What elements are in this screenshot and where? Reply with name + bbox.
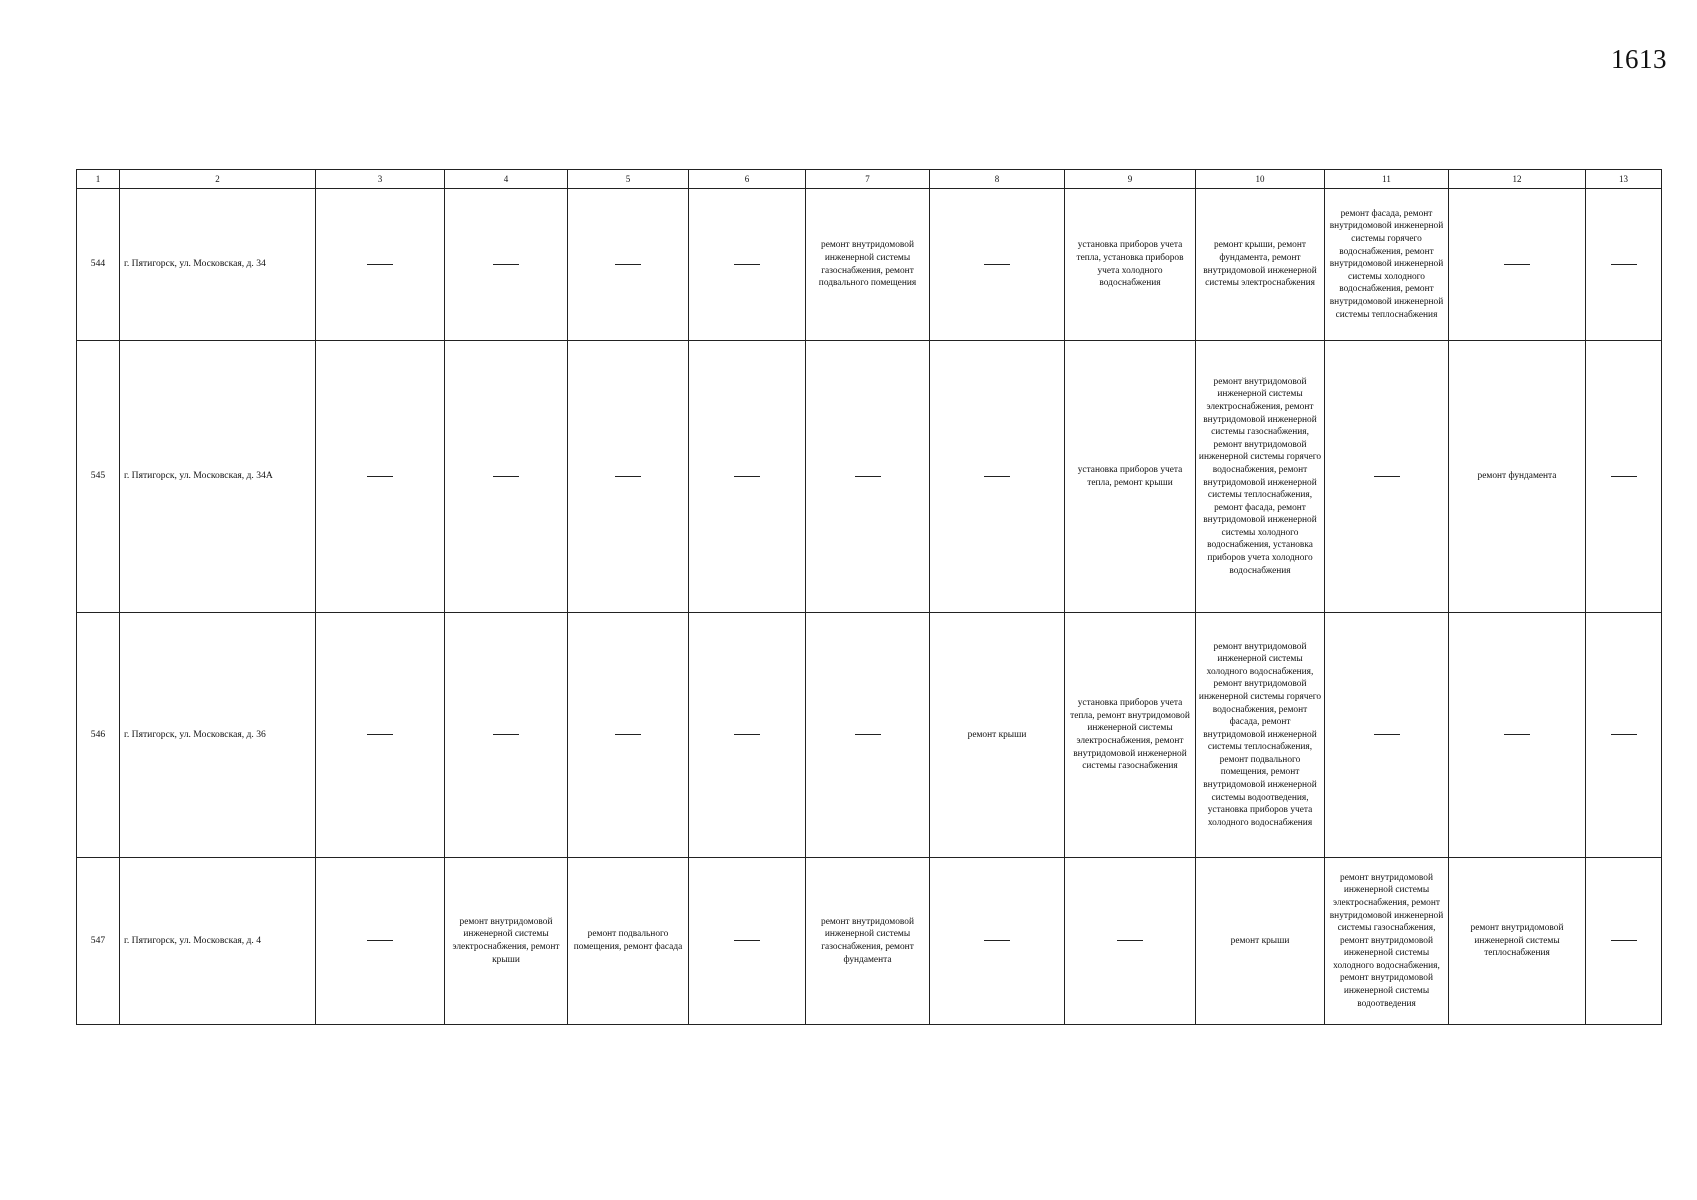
dash-mark bbox=[984, 940, 1010, 941]
empty-work-cell bbox=[568, 341, 689, 613]
dash-mark bbox=[615, 264, 641, 265]
empty-work-cell bbox=[689, 613, 806, 858]
dash-mark bbox=[1611, 940, 1637, 941]
address-cell: г. Пятигорск, ул. Московская, д. 4 bbox=[120, 858, 316, 1025]
row-number-cell: 546 bbox=[77, 613, 120, 858]
empty-work-cell bbox=[689, 189, 806, 341]
dash-mark bbox=[367, 264, 393, 265]
address-cell: г. Пятигорск, ул. Московская, д. 34 bbox=[120, 189, 316, 341]
dash-mark bbox=[1374, 476, 1400, 477]
work-cell-col-9: установка приборов учета тепла, ремонт внутридомовой инженерной системы электроснабжения, ремонт внутридомовой инженерной системы газоснабжения bbox=[1065, 613, 1196, 858]
column-header-2: 2 bbox=[120, 170, 316, 189]
empty-work-cell bbox=[316, 189, 445, 341]
dash-mark bbox=[734, 940, 760, 941]
empty-work-cell bbox=[445, 189, 568, 341]
row-number-cell: 545 bbox=[77, 341, 120, 613]
work-cell-col-4: ремонт внутридомовой инженерной системы электроснабжения, ремонт крыши bbox=[445, 858, 568, 1025]
row-number-cell: 544 bbox=[77, 189, 120, 341]
dash-mark bbox=[855, 734, 881, 735]
empty-work-cell bbox=[568, 613, 689, 858]
work-cell-col-9: установка приборов учета тепла, установка приборов учета холодного водоснабжения bbox=[1065, 189, 1196, 341]
dash-mark bbox=[615, 476, 641, 477]
column-header-3: 3 bbox=[316, 170, 445, 189]
dash-mark bbox=[367, 734, 393, 735]
table-row bbox=[77, 858, 1662, 1025]
empty-work-cell bbox=[806, 613, 930, 858]
column-header-8: 8 bbox=[930, 170, 1065, 189]
work-cell-col-11: ремонт внутридомовой инженерной системы электроснабжения, ремонт внутридомовой инженерной системы газоснабжения, ремонт внутридомовой инженерной системы холодного водоснабжения, ремонт внутридомовой инженерной системы водоотведения bbox=[1325, 858, 1449, 1025]
work-cell-col-7: ремонт внутридомовой инженерной системы газоснабжения, ремонт фундамента bbox=[806, 858, 930, 1025]
work-cell-col-7: ремонт внутридомовой инженерной системы газоснабжения, ремонт подвального помещения bbox=[806, 189, 930, 341]
column-header-4: 4 bbox=[445, 170, 568, 189]
dash-mark bbox=[493, 476, 519, 477]
work-cell-col-5: ремонт подвального помещения, ремонт фасада bbox=[568, 858, 689, 1025]
empty-work-cell bbox=[689, 341, 806, 613]
repair-register-table bbox=[76, 169, 1662, 1025]
column-header-6: 6 bbox=[689, 170, 806, 189]
row-number-cell: 547 bbox=[77, 858, 120, 1025]
table-body bbox=[77, 189, 1662, 1025]
empty-work-cell bbox=[930, 858, 1065, 1025]
empty-work-cell bbox=[1586, 341, 1662, 613]
work-cell-col-9: установка приборов учета тепла, ремонт крыши bbox=[1065, 341, 1196, 613]
dash-mark bbox=[367, 476, 393, 477]
dash-mark bbox=[734, 476, 760, 477]
address-cell: г. Пятигорск, ул. Московская, д. 36 bbox=[120, 613, 316, 858]
dash-mark bbox=[734, 264, 760, 265]
empty-work-cell bbox=[445, 341, 568, 613]
dash-mark bbox=[493, 734, 519, 735]
dash-mark bbox=[984, 264, 1010, 265]
column-header-7: 7 bbox=[806, 170, 930, 189]
table-row bbox=[77, 613, 1662, 858]
empty-work-cell bbox=[1586, 189, 1662, 341]
empty-work-cell bbox=[1586, 858, 1662, 1025]
dash-mark bbox=[615, 734, 641, 735]
dash-mark bbox=[1611, 476, 1637, 477]
empty-work-cell bbox=[445, 613, 568, 858]
page-number: 1613 bbox=[1611, 44, 1667, 74]
empty-work-cell bbox=[316, 341, 445, 613]
column-header-5: 5 bbox=[568, 170, 689, 189]
work-cell-col-11: ремонт фасада, ремонт внутридомовой инженерной системы горячего водоснабжения, ремонт внутридомовой инженерной системы холодного водоснабжения, ремонт внутридомовой инженерной системы теплоснабжения bbox=[1325, 189, 1449, 341]
column-header-10: 10 bbox=[1196, 170, 1325, 189]
work-cell-col-10: ремонт крыши, ремонт фундамента, ремонт внутридомовой инженерной системы электроснабжения bbox=[1196, 189, 1325, 341]
table-header bbox=[77, 170, 1662, 189]
work-cell-col-12: ремонт фундамента bbox=[1449, 341, 1586, 613]
dash-mark bbox=[367, 940, 393, 941]
column-header-11: 11 bbox=[1325, 170, 1449, 189]
header-row bbox=[77, 170, 1662, 189]
dash-mark bbox=[1374, 734, 1400, 735]
dash-mark bbox=[1611, 264, 1637, 265]
column-header-13: 13 bbox=[1586, 170, 1662, 189]
dash-mark bbox=[493, 264, 519, 265]
empty-work-cell bbox=[1586, 613, 1662, 858]
table-row bbox=[77, 341, 1662, 613]
dash-mark bbox=[734, 734, 760, 735]
work-cell-col-10: ремонт внутридомовой инженерной системы электроснабжения, ремонт внутридомовой инженерной системы газоснабжения, ремонт внутридомовой инженерной системы горячего водоснабжения, ремонт внутридомовой инженерной системы теплоснабжения, ремонт фасада, ремонт внутридомовой инженерной системы холодного водоснабжения, установка приборов учета холодного водоснабжения bbox=[1196, 341, 1325, 613]
empty-work-cell bbox=[1449, 613, 1586, 858]
column-header-1: 1 bbox=[77, 170, 120, 189]
empty-work-cell bbox=[930, 341, 1065, 613]
address-cell: г. Пятигорск, ул. Московская, д. 34А bbox=[120, 341, 316, 613]
dash-mark bbox=[984, 476, 1010, 477]
work-cell-col-10: ремонт крыши bbox=[1196, 858, 1325, 1025]
dash-mark bbox=[1504, 734, 1530, 735]
column-header-9: 9 bbox=[1065, 170, 1196, 189]
dash-mark bbox=[1611, 734, 1637, 735]
empty-work-cell bbox=[1325, 613, 1449, 858]
work-cell-col-10: ремонт внутридомовой инженерной системы холодного водоснабжения, ремонт внутридомовой инженерной системы горячего водоснабжения, ремонт фасада, ремонт внутридомовой инженерной системы теплоснабжения, ремонт подвального помещения, ремонт внутридомовой инженерной системы водоотведения, установка приборов учета холодного водоснабжения bbox=[1196, 613, 1325, 858]
dash-mark bbox=[1504, 264, 1530, 265]
column-header-12: 12 bbox=[1449, 170, 1586, 189]
empty-work-cell bbox=[1325, 341, 1449, 613]
empty-work-cell bbox=[1449, 189, 1586, 341]
empty-work-cell bbox=[930, 189, 1065, 341]
dash-mark bbox=[855, 476, 881, 477]
empty-work-cell bbox=[689, 858, 806, 1025]
empty-work-cell bbox=[316, 858, 445, 1025]
empty-work-cell bbox=[568, 189, 689, 341]
work-cell-col-8: ремонт крыши bbox=[930, 613, 1065, 858]
work-cell-col-12: ремонт внутридомовой инженерной системы теплоснабжения bbox=[1449, 858, 1586, 1025]
table-row bbox=[77, 189, 1662, 341]
empty-work-cell bbox=[316, 613, 445, 858]
empty-work-cell bbox=[806, 341, 930, 613]
empty-work-cell bbox=[1065, 858, 1196, 1025]
dash-mark bbox=[1117, 940, 1143, 941]
